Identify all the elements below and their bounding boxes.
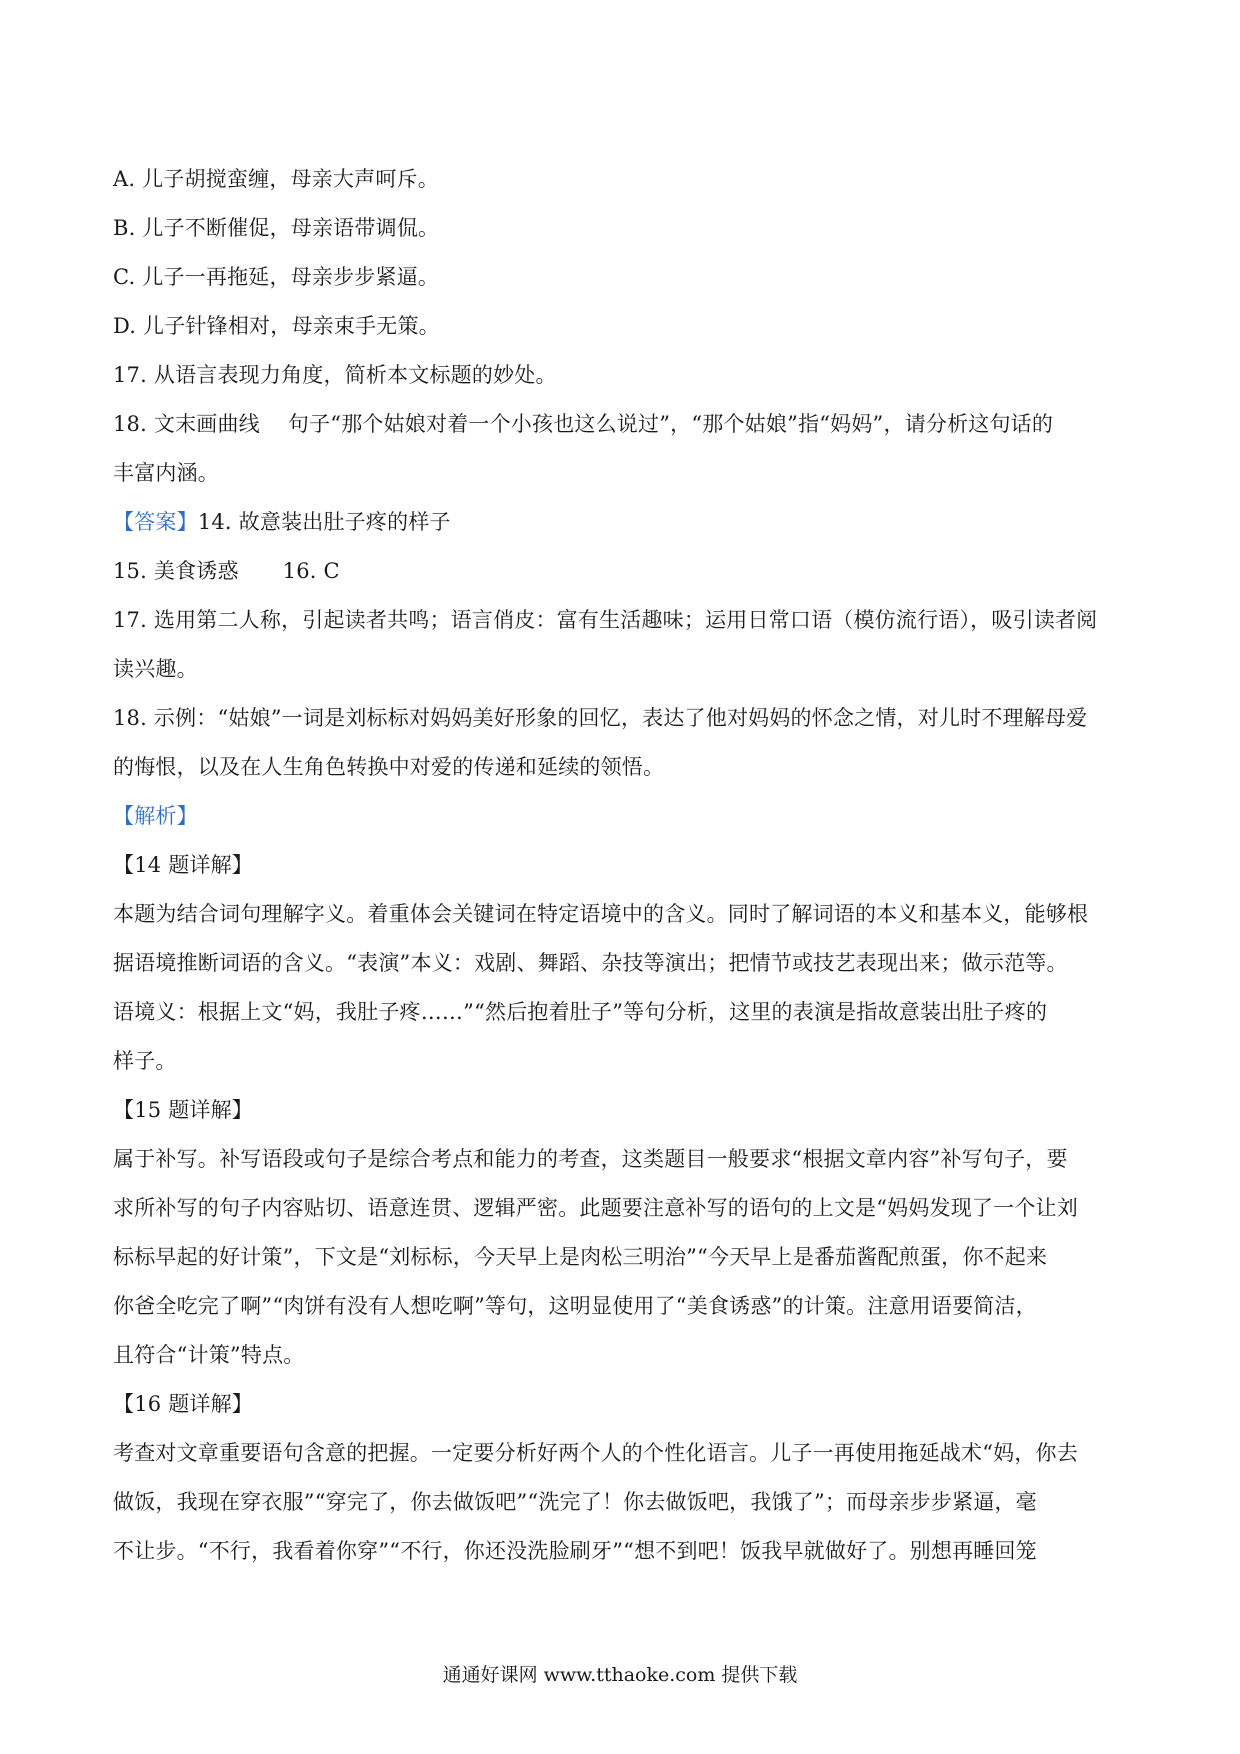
answer-14: 14. 故意装出肚子疼的样子 xyxy=(197,510,451,534)
answer-16: 16. C xyxy=(282,559,340,583)
question-18-line-2: 丰富内涵。 xyxy=(113,461,219,485)
analysis-15-line-1: 属于补写。补写语段或句子是综合考点和能力的考查，这类题目一般要求“根据文章内容”补写句子，要 xyxy=(113,1147,1068,1171)
analysis-14-line-1: 本题为结合词句理解字义。着重体会关键词在特定语境中的含义。同时了解词语的本义和基本义，能够根 xyxy=(113,902,1089,926)
page-footer: 通通好课网 www.tthaoke.com 提供下载 xyxy=(442,1664,798,1686)
analysis-15-line-3: 标标早起的好计策”，下文是“刘标标，今天早上是肉松三明治”“今天早上是番茄酱配煎蛋，你不起来 xyxy=(113,1245,1048,1269)
option-a: A. 儿子胡搅蛮缠，母亲大声呵斥。 xyxy=(113,167,439,191)
option-b: B. 儿子不断催促，母亲语带调侃。 xyxy=(113,216,440,240)
analysis-15-line-4: 你爸全吃完了啊”“肉饼有没有人想吃啊”等句，这明显使用了“美食诱惑”的计策。注意用语要简洁， xyxy=(113,1294,1037,1318)
analysis-14-line-2: 据语境推断词语的含义。“表演”本义：戏剧、舞蹈、杂技等演出；把情节或技艺表现出来；做示范等。 xyxy=(113,951,1068,975)
analysis-16-line-2: 做饭，我现在穿衣服”“穿完了，你去做饭吧”“洗完了！你去做饭吧，我饿了”；而母亲步步紧逼，毫 xyxy=(113,1490,1037,1514)
answer-18-line-1: 18. 示例：“姑娘”一词是刘标标对妈妈美好形象的回忆，表达了他对妈妈的怀念之情，对儿时不理解母爱 xyxy=(113,706,1088,730)
option-c: C. 儿子一再拖延，母亲步步紧逼。 xyxy=(113,265,440,289)
analysis-14-line-4: 样子。 xyxy=(113,1049,177,1073)
answer-18-line-2: 的悔恨，以及在人生角色转换中对爱的传递和延续的领悟。 xyxy=(113,755,665,779)
analysis-15-line-2: 求所补写的句子内容贴切、语意连贯、逻辑严密。此题要注意补写的语句的上文是“妈妈发现了一个让刘 xyxy=(113,1196,1078,1220)
analysis-16-line-1: 考查对文章重要语句含意的把握。一定要分析好两个人的个性化语言。儿子一再使用拖延战术“妈，你去 xyxy=(113,1441,1078,1465)
heading-14: 【14 题详解】 xyxy=(113,853,253,877)
question-17: 17. 从语言表现力角度，简析本文标题的妙处。 xyxy=(113,363,557,387)
answer-17-line-2: 读兴趣。 xyxy=(113,657,198,681)
answer-15: 15. 美食诱惑 xyxy=(113,559,239,583)
answer-17-line-1: 17. 选用第二人称，引起读者共鸣；语言俏皮：富有生活趣味；运用日常口语（模仿流行语），吸引读者阅 xyxy=(113,608,1098,632)
heading-16: 【16 题详解】 xyxy=(113,1392,253,1416)
document-body xyxy=(113,155,1133,1576)
answer-tag: 【答案】 xyxy=(113,510,198,534)
question-18-text: 句子“那个姑娘对着一个小孩也这么说过”，“那个姑娘”指“妈妈”，请分析这句话的 xyxy=(287,412,1054,436)
answer-15-16-line xyxy=(113,547,1133,596)
question-18-prefix: 18. 文末画曲线 xyxy=(113,412,260,436)
heading-15: 【15 题详解】 xyxy=(113,1098,253,1122)
answer-14-line xyxy=(113,498,1133,547)
analysis-tag: 【解析】 xyxy=(113,804,198,828)
option-d: D. 儿子针锋相对，母亲束手无策。 xyxy=(113,314,440,338)
analysis-16-line-3: 不让步。“不行，我看着你穿”“不行，你还没洗脸刷牙”“想不到吧！饭我早就做好了。别想再睡回笼 xyxy=(113,1539,1037,1563)
question-18-line-1 xyxy=(113,400,1133,449)
analysis-15-line-5: 且符合“计策”特点。 xyxy=(113,1343,305,1367)
analysis-14-line-3: 语境义：根据上文“妈，我肚子疼……”“然后抱着肚子”等句分析，这里的表演是指故意装出肚子疼的 xyxy=(113,1000,1048,1024)
